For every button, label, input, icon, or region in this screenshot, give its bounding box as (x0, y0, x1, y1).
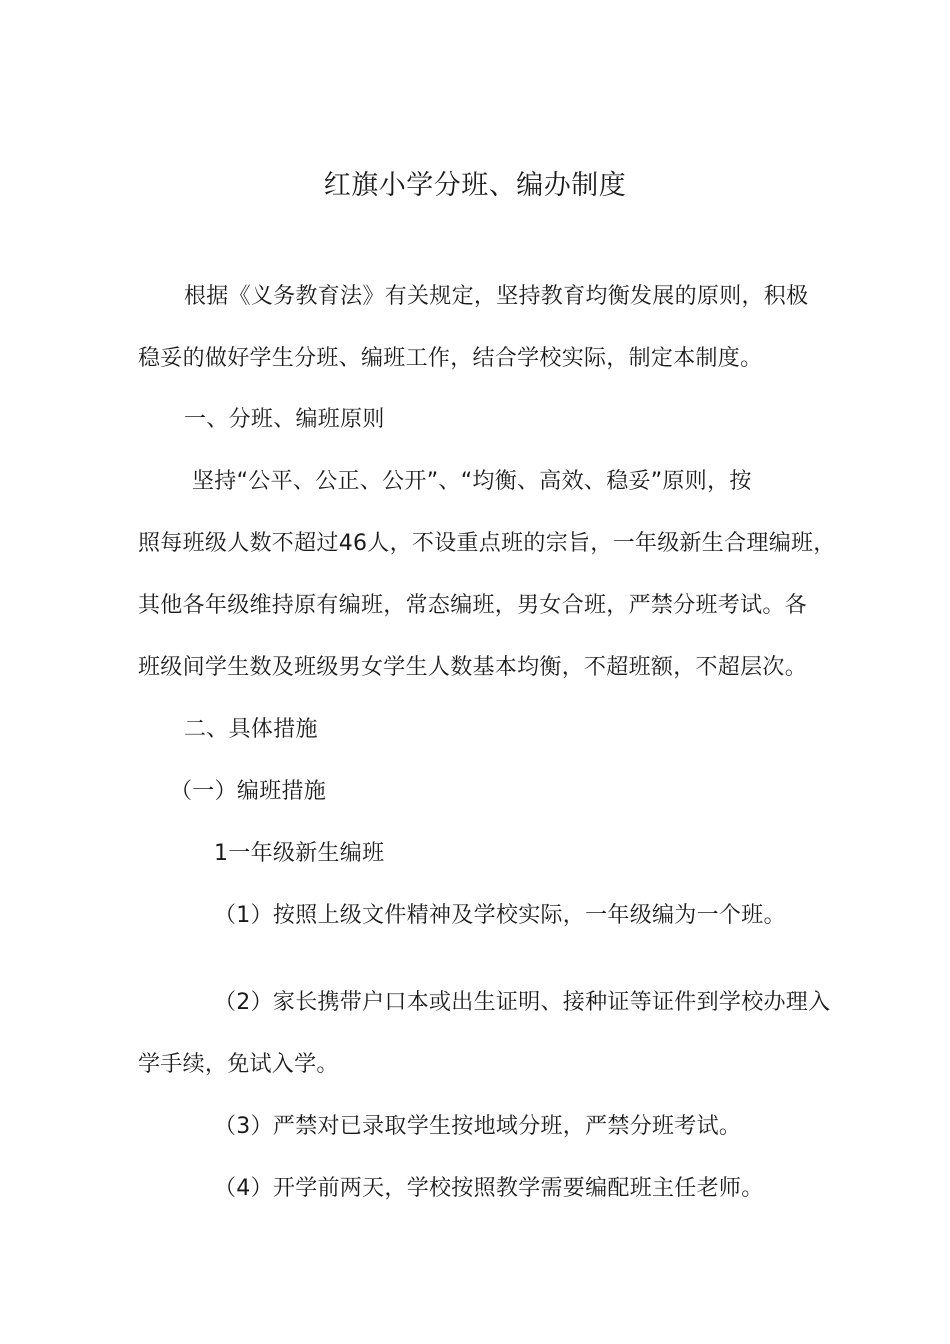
list-item: （1）按照上级文件精神及学校实际，一年级编为一个班。 (214, 903, 786, 928)
subsection-heading: （一）编班措施 (170, 779, 327, 804)
paragraph-line: 稳妥的做好学生分班、编班工作，结合学校实际，制定本制度。 (138, 346, 763, 371)
paragraph-line: 班级间学生数及班级男女学生人数基本均衡，不超班额，不超层次。 (138, 655, 808, 680)
section-heading: 二、具体措施 (184, 717, 318, 742)
paragraph-line: 照每班级人数不超过46人，不设重点班的宗旨，一年级新生合理编班， (138, 531, 836, 556)
document-title: 红旗小学分班、编办制度 (323, 170, 627, 201)
list-item: （4）开学前两天，学校按照教学需要编配班主任老师。 (214, 1176, 764, 1201)
list-item: （2）家长携带户口本或出生证明、接种证等证件到学校办理入 (214, 990, 831, 1015)
paragraph-line: 坚持“公平、公正、公开”、“均衡、高效、稳妥”原则，按 (192, 469, 752, 494)
paragraph-line: 根据《义务教育法》有关规定，坚持教育均衡发展的原则，积极 (184, 284, 809, 309)
list-item: （3）严禁对已录取学生按地域分班，严禁分班考试。 (214, 1114, 742, 1139)
item-heading: 1一年级新生编班 (214, 841, 385, 866)
paragraph-line: 学手续，免试入学。 (138, 1052, 339, 1077)
section-heading: 一、分班、编班原则 (184, 407, 385, 432)
paragraph-line: 其他各年级维持原有编班，常态编班，男女合班，严禁分班考试。各 (138, 593, 808, 618)
